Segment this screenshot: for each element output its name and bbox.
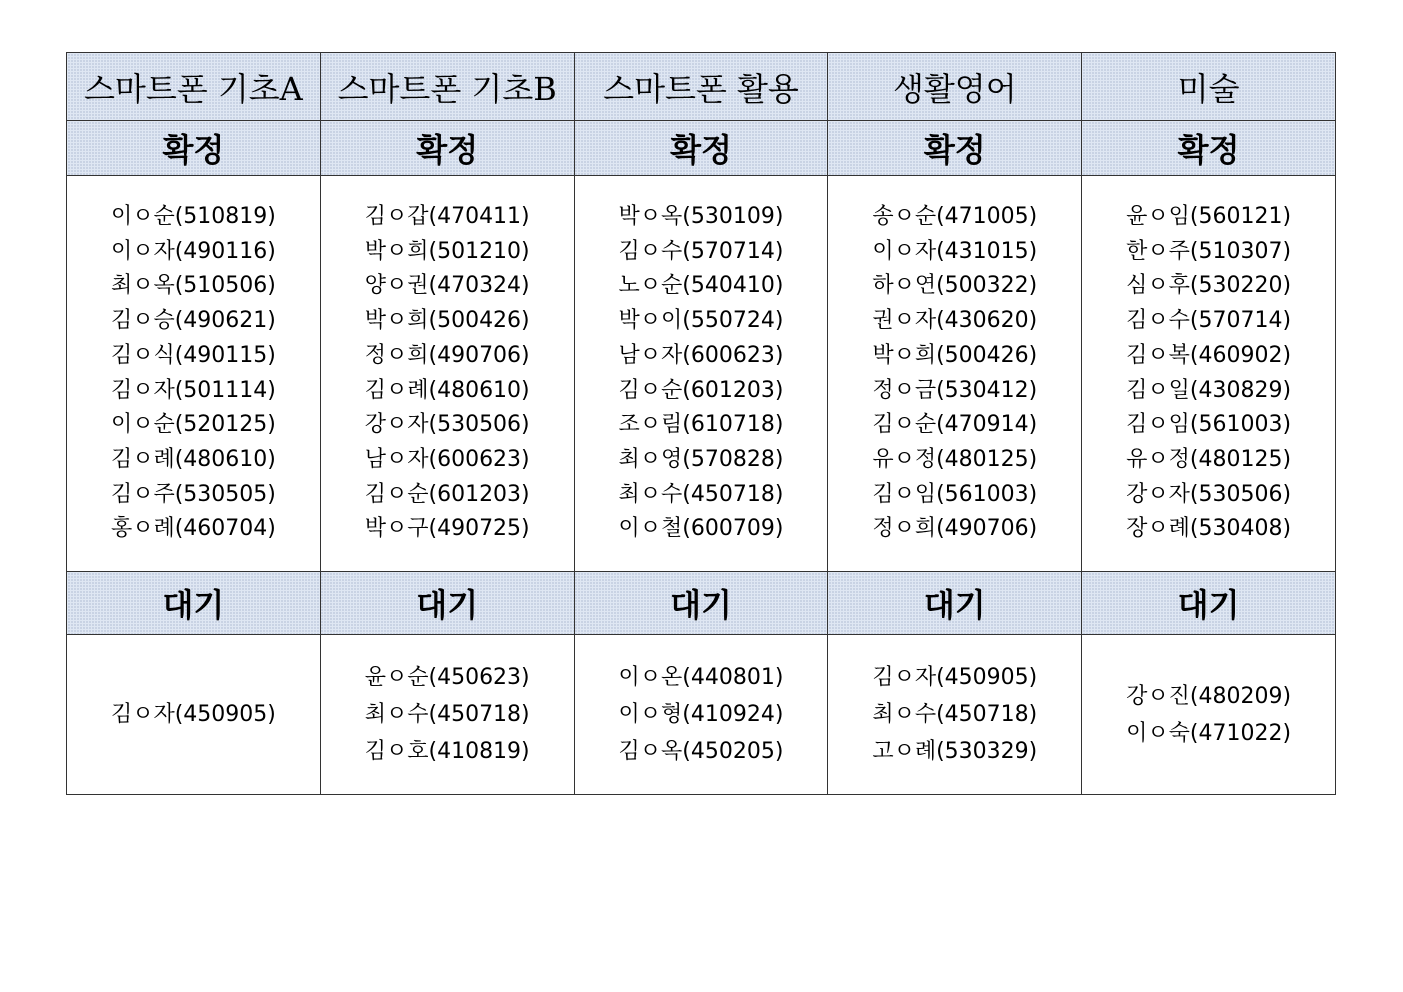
student-entry: 강ㅇ자(530506) xyxy=(364,412,530,438)
student-entry: 박ㅇ희(501210) xyxy=(364,238,530,264)
student-entry: 심ㅇ후(530220) xyxy=(1126,273,1292,299)
student-entry: 이ㅇ순(520125) xyxy=(110,412,276,438)
student-entry: 노ㅇ순(540410) xyxy=(618,273,784,299)
student-entry: 김ㅇ수(570714) xyxy=(1126,308,1292,334)
confirmed-names-row xyxy=(67,176,1336,572)
student-entry: 김ㅇ주(530505) xyxy=(110,481,276,507)
student-entry: 박ㅇ희(500426) xyxy=(364,308,530,334)
waiting-label: 대기 xyxy=(828,572,1082,635)
waiting-list xyxy=(828,635,1082,795)
student-entry: 김ㅇ수(570714) xyxy=(618,238,784,264)
student-entry: 박ㅇ희(500426) xyxy=(872,342,1038,368)
confirmed-list xyxy=(1082,176,1336,572)
student-entry: 이ㅇ숙(471022) xyxy=(1126,720,1292,746)
student-entry: 한ㅇ주(510307) xyxy=(1126,238,1292,264)
student-entry: 권ㅇ자(430620) xyxy=(872,308,1038,334)
waiting-list xyxy=(574,635,828,795)
student-entry: 양ㅇ권(470324) xyxy=(364,273,530,299)
student-entry: 송ㅇ순(471005) xyxy=(872,203,1038,229)
student-entry: 이ㅇ자(431015) xyxy=(872,238,1038,264)
student-entry: 이ㅇ자(490116) xyxy=(110,238,276,264)
student-entry: 유ㅇ정(480125) xyxy=(1126,446,1292,472)
student-entry: 김ㅇ자(450905) xyxy=(872,665,1038,690)
student-entry: 정ㅇ희(490706) xyxy=(872,516,1038,542)
student-entry: 김ㅇ순(601203) xyxy=(364,481,530,507)
student-entry: 김ㅇ식(490115) xyxy=(110,342,276,368)
student-entry: 최ㅇ수(450718) xyxy=(364,702,530,727)
waiting-names-row xyxy=(67,635,1336,795)
student-entry: 홍ㅇ례(460704) xyxy=(110,516,276,542)
student-entry: 김ㅇ례(480610) xyxy=(110,446,276,472)
confirmed-list xyxy=(67,176,321,572)
confirmed-label: 확정 xyxy=(67,121,321,176)
waiting-label: 대기 xyxy=(574,572,828,635)
waiting-label: 대기 xyxy=(320,572,574,635)
student-entry: 김ㅇ임(561003) xyxy=(1126,412,1292,438)
course-header-row xyxy=(67,53,1336,121)
confirmed-header-row xyxy=(67,121,1336,176)
student-entry: 이ㅇ형(410924) xyxy=(618,702,784,727)
student-entry: 김ㅇ례(480610) xyxy=(364,377,530,403)
confirmed-label: 확정 xyxy=(1082,121,1336,176)
student-entry: 이ㅇ순(510819) xyxy=(110,203,276,229)
student-entry: 조ㅇ림(610718) xyxy=(618,412,784,438)
student-entry: 정ㅇ금(530412) xyxy=(872,377,1038,403)
confirmed-label: 확정 xyxy=(320,121,574,176)
student-entry: 박ㅇ구(490725) xyxy=(364,516,530,542)
student-entry: 장ㅇ례(530408) xyxy=(1126,516,1292,542)
course-header: 미술 xyxy=(1082,53,1336,121)
student-entry: 김ㅇ임(561003) xyxy=(872,481,1038,507)
student-entry: 최ㅇ옥(510506) xyxy=(110,273,276,299)
student-entry: 남ㅇ자(600623) xyxy=(618,342,784,368)
confirmed-list xyxy=(320,176,574,572)
waiting-list xyxy=(67,635,321,795)
student-entry: 김ㅇ옥(450205) xyxy=(618,739,784,764)
waiting-label: 대기 xyxy=(1082,572,1336,635)
student-entry: 정ㅇ희(490706) xyxy=(364,342,530,368)
student-entry: 고ㅇ례(530329) xyxy=(872,739,1038,764)
student-entry: 김ㅇ자(450905) xyxy=(110,702,276,727)
waiting-header-row xyxy=(67,572,1336,635)
confirmed-label: 확정 xyxy=(574,121,828,176)
student-entry: 최ㅇ수(450718) xyxy=(872,702,1038,727)
student-entry: 김ㅇ순(470914) xyxy=(872,412,1038,438)
student-entry: 최ㅇ수(450718) xyxy=(618,481,784,507)
course-header: 생활영어 xyxy=(828,53,1082,121)
student-entry: 김ㅇ복(460902) xyxy=(1126,342,1292,368)
student-entry: 박ㅇ이(550724) xyxy=(618,308,784,334)
student-entry: 윤ㅇ순(450623) xyxy=(364,665,530,690)
confirmed-list xyxy=(828,176,1082,572)
waiting-list xyxy=(320,635,574,795)
student-entry: 김ㅇ승(490621) xyxy=(110,308,276,334)
student-entry: 박ㅇ옥(530109) xyxy=(618,203,784,229)
student-entry: 최ㅇ영(570828) xyxy=(618,446,784,472)
student-entry: 유ㅇ정(480125) xyxy=(872,446,1038,472)
student-entry: 하ㅇ연(500322) xyxy=(872,273,1038,299)
student-entry: 윤ㅇ임(560121) xyxy=(1126,203,1292,229)
student-entry: 이ㅇ온(440801) xyxy=(618,665,784,690)
confirmed-list xyxy=(574,176,828,572)
student-entry: 강ㅇ자(530506) xyxy=(1126,481,1292,507)
course-header: 스마트폰 기초A xyxy=(67,53,321,121)
student-entry: 김ㅇ일(430829) xyxy=(1126,377,1292,403)
student-entry: 김ㅇ갑(470411) xyxy=(364,203,530,229)
student-entry: 김ㅇ순(601203) xyxy=(618,377,784,403)
waiting-list xyxy=(1082,635,1336,795)
student-entry: 김ㅇ자(501114) xyxy=(110,377,276,403)
course-header: 스마트폰 활용 xyxy=(574,53,828,121)
student-entry: 이ㅇ철(600709) xyxy=(618,516,784,542)
student-entry: 강ㅇ진(480209) xyxy=(1126,683,1292,709)
student-entry: 남ㅇ자(600623) xyxy=(364,446,530,472)
confirmed-label: 확정 xyxy=(828,121,1082,176)
waiting-label: 대기 xyxy=(67,572,321,635)
student-entry: 김ㅇ호(410819) xyxy=(364,739,530,764)
course-header: 스마트폰 기초B xyxy=(320,53,574,121)
roster-table xyxy=(66,52,1336,795)
